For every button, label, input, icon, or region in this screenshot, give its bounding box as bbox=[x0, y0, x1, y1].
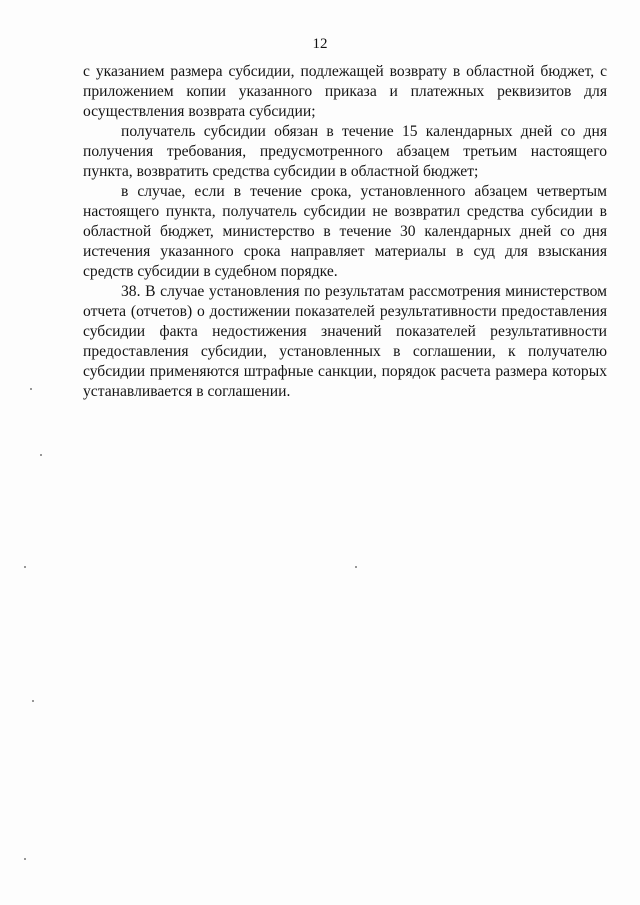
paragraph-court-recovery: в случае, если в течение срока, установленного абзацем четвертым настоящего пункта, получатель субсидии не возвратил средства субсидии в областной бюджет, министерство в течение 30 календарных дней со дня истечения указанного срока направляет материалы в суд для взыскания средств субсидии в судебном порядке. bbox=[83, 183, 607, 280]
scan-speck bbox=[24, 858, 26, 860]
scan-speck bbox=[30, 388, 32, 390]
scan-speck bbox=[32, 700, 34, 702]
page-number: 12 bbox=[312, 36, 328, 52]
paragraph-item-38: 38. В случае установления по результатам рассмотрения министерством отчета (отчетов) о достижении показателей результативности предоставления субсидии факта недостижения значений показателей результативности предоставления субсидии, установленных в соглашении, к получателю субсидии применяются штрафные санкции, порядок расчета размера которых устанавливается в соглашении. bbox=[83, 283, 607, 400]
document-body bbox=[83, 62, 607, 402]
scan-speck bbox=[40, 454, 42, 456]
scan-speck bbox=[355, 566, 357, 568]
scan-speck bbox=[24, 566, 26, 568]
paragraph-continuation: с указанием размера субсидии, подлежащей возврату в областной бюджет, с приложением копии указанного приказа и платежных реквизитов для осуществления возврата субсидии; bbox=[83, 63, 607, 120]
paragraph-refund-obligation: получатель субсидии обязан в течение 15 календарных дней со дня получения требования, предусмотренного абзацем третьим настоящего пункта, возвратить средства субсидии в областной бюджет; bbox=[83, 123, 607, 180]
